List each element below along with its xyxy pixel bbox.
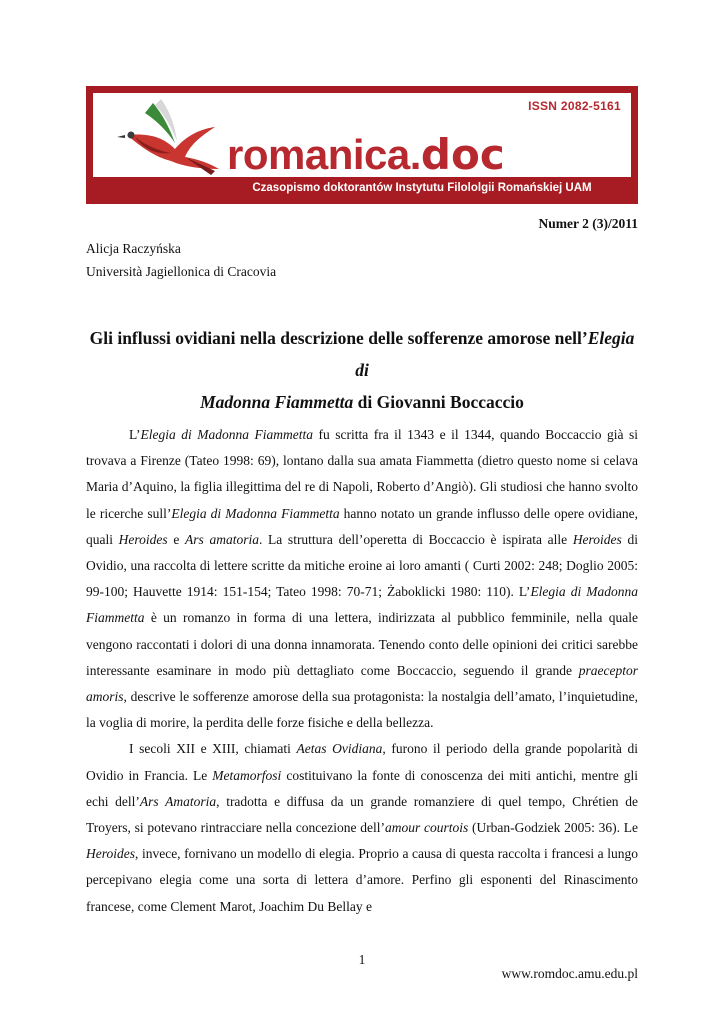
text-run: . La struttura dell’operetta di Boccaccio è ispirata alle	[258, 531, 573, 547]
banner-inner	[93, 93, 631, 177]
brand-suffix: doc	[420, 130, 505, 179]
text-run: hanno notato un grande influsso delle opere ovidiane, quali	[86, 505, 638, 547]
title-italic-2: Madonna Fiammetta	[200, 392, 354, 412]
author-affiliation: Università Jagiellonica di Cracovia	[86, 264, 277, 279]
italic-run: Ars amatoria	[185, 531, 259, 547]
text-run: fu scritta fra il 1343 e il 1344, quando Boccaccio già si trovava a Firenze (Tateo 1998: 69), lontano dalla sua amata Fiammetta (dietro questo nome si celava Maria d’Aquino, la figlia illegittima del re di Napoli, Roberto d’Angiò). Gli studiosi che hanno svolto le ricerche sull’	[86, 427, 638, 521]
page-number: 1	[358, 952, 366, 967]
text-run: L’	[129, 427, 141, 442]
text-run: di Ovidio, una raccolta di lettere scritte da mitiche eroine ai loro amanti ( Curti 2002: 248; Doglio 2005: 99-100; Hauvette 1914: 151-154; Tateo 1998: 70-71; Żaboklicki 1980: 110). L’	[86, 531, 638, 600]
italic-run: Ars Amatoria	[139, 793, 217, 809]
italic-run: Heroides	[86, 846, 135, 862]
title-text: Gli influssi ovidiani nella descrizione delle sofferenze amorose nell’	[89, 328, 588, 348]
text-run: costituivano la fonte di conoscenza dei miti antichi, mentre gli echi dell’	[86, 767, 638, 809]
issn-label: ISSN 2082-5161	[528, 99, 621, 113]
italic-run: Elegia di Madonna Fiammetta	[140, 427, 313, 442]
text-run: (Urban-Godziek 2005: 36). Le	[468, 820, 638, 836]
italic-run: Aetas Ovidiana	[296, 741, 383, 757]
body-paragraph	[86, 736, 638, 919]
text-run: , furono il periodo della grande popolarità di Ovidio in Francia. Le	[86, 741, 638, 783]
author-name: Alicja Raczyńska	[86, 241, 181, 256]
italic-run: amour courtois	[384, 820, 469, 836]
body-paragraph	[86, 422, 638, 736]
title-text-end: di Giovanni Boccaccio	[353, 392, 524, 412]
text-run: , tradotta e diffusa da un grande romanziere di quel tempo, Chrétien de Troyers, si potevano rintracciare nella concezione dell’	[86, 793, 638, 836]
text-run: , invece, fornivano un modello di elegia. Proprio a causa di questa raccolta i francesi a lungo percepivano elegia come una sorta di lettera d’amore. Perfino gli esponenti del Rinascimento francese, come Clement Marot, Joachim Du Bellay e	[86, 846, 638, 914]
italic-run: Metamorfosi	[212, 767, 282, 783]
bird-logo-icon	[115, 97, 235, 177]
title-italic-1: Elegia di	[355, 328, 635, 380]
text-run: , descrive le sofferenze amorose della sua protagonista: la nostalgia dell’amato, l’inquietudine, la voglia di morire, la perdita delle forze fisiche e della bellezza.	[86, 689, 638, 731]
text-run: e	[167, 531, 186, 547]
journal-tagline: Czasopismo doktorantów Instytutu Filololgii Romańskiej UAM	[252, 182, 592, 194]
italic-run: Elegia di Madonna Fiammetta	[86, 584, 638, 626]
journal-brand	[227, 130, 505, 179]
footer-url: www.romdoc.amu.edu.pl	[501, 966, 638, 981]
italic-run: Heroides	[572, 531, 622, 547]
journal-banner	[86, 86, 638, 204]
italic-run: praeceptor amoris	[86, 662, 638, 705]
brand-main: romanica.	[227, 131, 421, 178]
article-title	[86, 322, 638, 418]
italic-run: Heroides	[118, 531, 168, 547]
text-run: è un romanzo in forma di una lettera, indirizzata al pubblico femminile, nella quale vengono raccontati i dolori di una donna innamorata. Tenendo conto delle opinioni dei critici sarebbe interessante esaminare in modo più dettagliato come Boccaccio, seguendo il grande	[86, 610, 638, 678]
issue-number: Numer 2 (3)/2011	[538, 216, 638, 231]
article-body	[86, 422, 638, 920]
italic-run: Elegia di Madonna Fiammetta	[171, 505, 340, 521]
text-run: I secoli XII e XIII, chiamati	[129, 741, 297, 757]
